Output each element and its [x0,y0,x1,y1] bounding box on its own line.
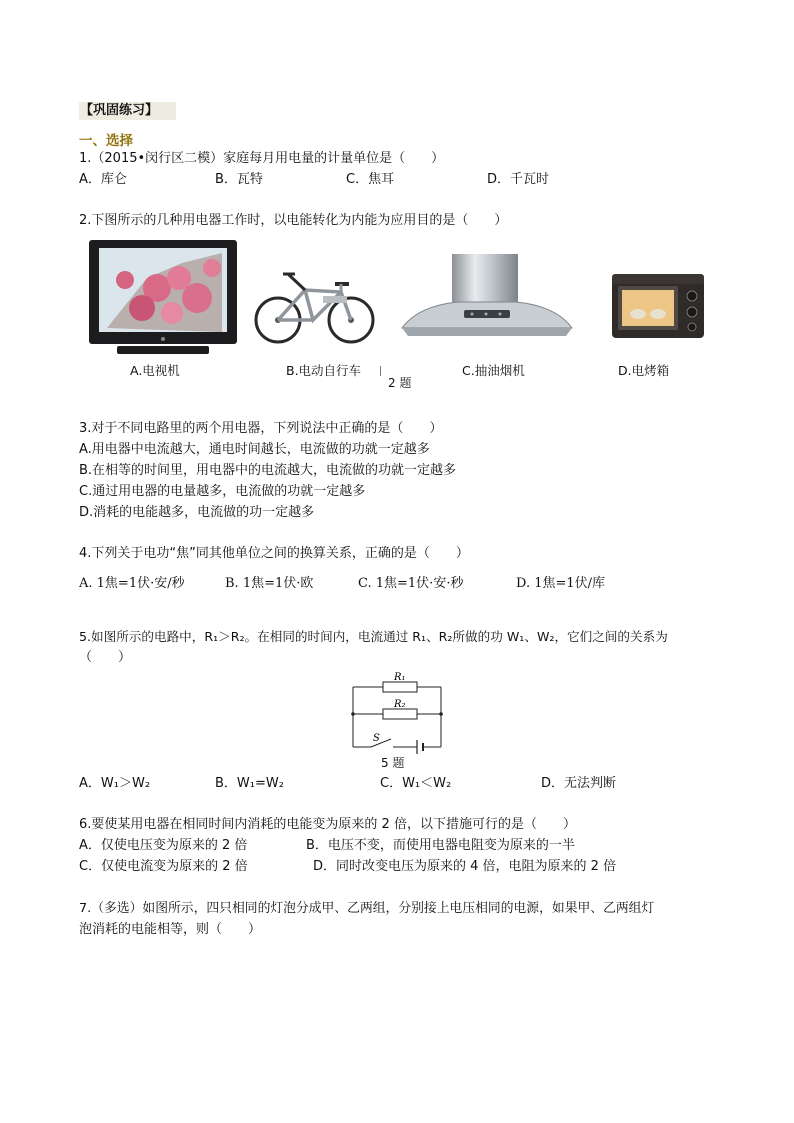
q7-stem-line1: 7.（多选）如图所示，四只相同的灯泡分成甲、乙两组，分别接上电压相同的电源，如果甲、乙两组灯 [79,901,655,916]
section-title: 一、选择 [79,133,133,149]
divider-mark [380,366,381,376]
q6-stem: 6.要使某用电器在相同时间内消耗的电能变为原来的 2 倍，以下措施可行的是（ ） [79,817,576,832]
q3-option-d: D.消耗的电能越多，电流做的功一定越多 [79,505,315,520]
q1-option-c: C．焦耳 [346,172,395,187]
q1-option-a: A．库仑 [79,172,127,187]
q1-stem: 1.（2015•闵行区二模）家庭每月用电量的计量单位是（ ） [79,151,445,166]
q4-option-a: A. 1焦=1伏·安/秒 [79,576,185,591]
q1-option-d: D．千瓦时 [487,172,550,187]
q3-option-b: B.在相等的时间里，用电器中的电流越大，电流做的功就一定越多 [79,463,457,478]
range-hood-image [398,252,576,344]
circuit-diagram [345,667,445,755]
oven-image [610,272,706,342]
q5-option-d: D．无法判断 [541,776,617,791]
q6-option-c: C．仅使电流变为原来的 2 倍 [79,859,248,874]
q3-option-c: C.通过用电器的电量越多，电流做的功就一定越多 [79,484,366,499]
circuit-label-r2: R₂ [394,699,406,710]
section-label: 【巩固练习】 [79,102,176,120]
q4-option-d: D. 1焦=1伏/库 [516,576,606,591]
bike-image [253,262,378,347]
q3-stem: 3.对于不同电路里的两个用电器，下列说法中正确的是（ ） [79,421,443,436]
q5-option-b: B．W₁=W₂ [215,776,284,791]
q5-option-c: C．W₁＜W₂ [380,776,452,791]
q2-caption-b: B.电动自行车 [286,363,362,378]
q6-option-a: A．仅使电压变为原来的 2 倍 [79,838,248,853]
q5-stem-line1: 5.如图所示的电路中，R₁＞R₂。在相同的时间内，电流通过 R₁、R₂所做的功 W₁、W₂，它们之间的关系为 [79,629,668,644]
q2-stem: 2.下图所示的几种用电器工作时，以电能转化为内能为应用目的是（ ） [79,213,508,228]
q6-option-d: D．同时改变电压为原来的 4 倍，电阻为原来的 2 倍 [313,859,617,874]
circuit-label-r1: R₁ [394,672,406,683]
q2-caption-a: A.电视机 [130,363,180,378]
q5-figure-label: 5 题 [381,756,405,770]
q2-caption-c: C.抽油烟机 [462,363,525,378]
q4-stem: 4.下列关于电功“焦”同其他单位之间的换算关系，正确的是（ ） [79,546,469,561]
q4-option-b: B. 1焦=1伏·欧 [225,576,314,591]
q4-option-c: C. 1焦=1伏·安·秒 [358,576,464,591]
tv-image [87,238,239,358]
q5-stem-line2: （ ） [79,650,132,665]
q3-option-a: A.用电器中电流越大，通电时间越长，电流做的功就一定越多 [79,442,430,457]
q5-option-a: A．W₁＞W₂ [79,776,151,791]
circuit-label-s: S [373,733,380,744]
q7-stem-line2: 泡消耗的电能相等，则（ ） [79,922,262,937]
q1-option-b: B．瓦特 [215,172,263,187]
q2-caption-d: D.电烤箱 [618,363,670,378]
q2-figure-label: 2 题 [388,376,412,390]
q6-option-b: B．电压不变，而使用电器电阻变为原来的一半 [306,838,575,853]
